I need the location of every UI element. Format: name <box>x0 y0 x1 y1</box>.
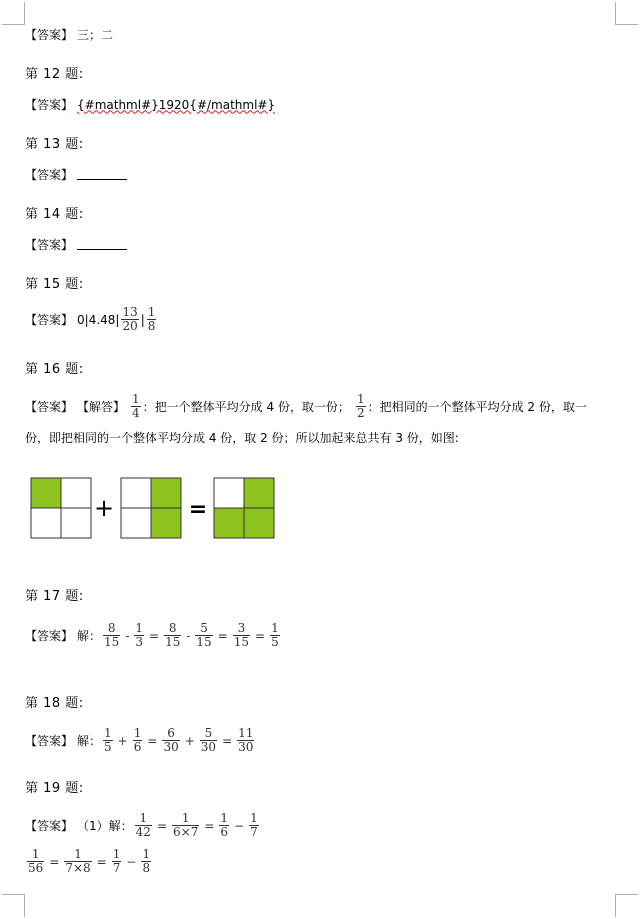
fraction-numerator: 1 <box>147 305 156 319</box>
grid-cell-filled <box>151 478 181 508</box>
operator: + <box>117 733 128 748</box>
q12-answer-line <box>25 96 275 113</box>
solve-label: 解： <box>77 734 102 748</box>
fraction-denominator: 5 <box>104 740 112 754</box>
fraction-denominator: 7 <box>250 825 258 839</box>
q19-equation-2 <box>25 848 153 875</box>
q11-answer: 三；二 <box>77 28 114 42</box>
fraction-numerator: 8 <box>107 621 116 635</box>
fraction-numerator: 1 <box>132 392 140 406</box>
q18-title: 第 18 题: <box>25 696 84 711</box>
grid-cell-empty <box>121 508 151 538</box>
explain-tag: 【解答】 <box>77 400 126 414</box>
q18-equation <box>101 727 256 754</box>
answer-tag: 【答案】 <box>25 98 74 112</box>
grid-one-half <box>121 478 181 538</box>
q15-answer-prefix: 0|4.48| <box>77 312 120 327</box>
q12-title: 第 12 题: <box>25 67 84 82</box>
fraction-denominator: 4 <box>132 406 140 420</box>
q19-title: 第 19 题: <box>25 781 84 796</box>
q17-equation <box>101 622 282 649</box>
fraction <box>270 622 280 649</box>
q14-answer-line <box>25 236 127 253</box>
fraction <box>147 306 157 333</box>
fraction <box>200 727 217 754</box>
fraction-denominator: 6 <box>220 825 229 839</box>
q12-answer: {#mathml#}1920{#/mathml#} <box>77 97 276 112</box>
fraction-denominator: 8 <box>147 319 156 333</box>
fraction-numerator: 1 <box>271 621 279 635</box>
operator: = <box>96 854 107 869</box>
q19-answer-line <box>25 812 261 839</box>
fraction <box>103 622 120 649</box>
fraction-numerator: 3 <box>237 621 246 635</box>
fraction-numerator: 1 <box>142 847 151 861</box>
q17-title: 第 17 题: <box>25 589 84 604</box>
fraction-denominator: 7 <box>112 861 121 875</box>
fraction-denominator: 3 <box>135 635 144 649</box>
fraction-denominator: 15 <box>104 635 120 649</box>
fraction <box>131 393 141 420</box>
q16-text-2: ：把相同的一个整体平均分成 2 份，取一 <box>367 400 587 414</box>
fraction <box>64 848 91 875</box>
fraction <box>103 727 113 754</box>
fraction-numerator: 1 <box>139 811 148 825</box>
answer-blank <box>77 169 127 180</box>
fraction-numerator: 5 <box>204 726 213 740</box>
fraction <box>195 622 212 649</box>
fraction-denominator: 6×7 <box>173 825 199 839</box>
fraction-numerator: 1 <box>181 811 190 825</box>
q18-answer-line <box>25 727 256 754</box>
operator: = <box>222 733 233 748</box>
crop-mark-bottom-right <box>615 894 638 917</box>
fraction-numerator: 1 <box>133 726 142 740</box>
fraction-numerator: 1 <box>104 726 112 740</box>
fraction-denominator: 20 <box>122 319 138 333</box>
fraction-denominator: 2 <box>356 406 365 420</box>
fraction <box>134 622 144 649</box>
solve-label: （1）解： <box>77 819 133 833</box>
grid-cell-empty <box>61 478 91 508</box>
fraction <box>112 848 122 875</box>
fraction-denominator: 15 <box>233 635 250 649</box>
fraction-numerator: 1 <box>356 392 365 406</box>
fraction <box>356 393 366 420</box>
q16-answer-line <box>25 393 587 420</box>
grid-cell-filled <box>214 508 244 538</box>
q14-title: 第 14 题: <box>25 207 84 222</box>
operator: + <box>184 733 195 748</box>
operator: = <box>149 628 160 643</box>
fraction-numerator: 1 <box>74 847 82 861</box>
fraction <box>219 812 229 839</box>
fraction-denominator: 56 <box>28 861 44 875</box>
q15-answer-line <box>25 306 158 333</box>
answer-blank <box>77 239 127 250</box>
grid-cell-filled <box>31 478 61 508</box>
fraction-numerator: 1 <box>112 847 121 861</box>
grid-three-quarters <box>214 478 274 538</box>
grid-one-quarter <box>31 478 91 538</box>
fraction-denominator: 30 <box>163 740 179 754</box>
fraction <box>121 306 138 333</box>
q17-answer-line <box>25 622 282 649</box>
fraction-denominator: 42 <box>135 825 151 839</box>
fraction-numerator: 1 <box>135 621 144 635</box>
plus-sign: + <box>93 494 115 522</box>
answer-tag: 【答案】 <box>25 238 74 252</box>
operator: − <box>126 854 137 869</box>
crop-mark-bottom-left <box>2 894 25 917</box>
fraction-denominator: 30 <box>200 740 217 754</box>
q16-text-3: 份，即把相同的一个整体平均分成 4 份，取 2 份；所以加起来总共有 3 份，如图: <box>25 431 459 445</box>
answer-tag: 【答案】 <box>25 400 74 414</box>
q16-line-2 <box>25 429 459 446</box>
fraction-numerator: 13 <box>122 305 138 319</box>
fraction-numerator: 11 <box>238 726 254 740</box>
answer-tag: 【答案】 <box>25 168 74 182</box>
answer-tag: 【答案】 <box>25 819 74 833</box>
fraction-numerator: 1 <box>220 811 229 825</box>
operator: − <box>234 818 245 833</box>
fraction-numerator: 8 <box>168 621 177 635</box>
fraction <box>237 727 254 754</box>
answer-tag: 【答案】 <box>25 313 74 327</box>
fraction <box>135 812 152 839</box>
crop-mark-top-left <box>2 2 25 25</box>
fraction-denominator: 15 <box>165 635 181 649</box>
grid-cell-empty <box>31 508 61 538</box>
fraction-grid-diagram <box>30 477 280 541</box>
answer-tag: 【答案】 <box>25 734 74 748</box>
fraction <box>27 848 44 875</box>
operator: = <box>204 818 215 833</box>
grid-cell-filled <box>151 508 181 538</box>
fraction <box>172 812 199 839</box>
operator: = <box>217 628 228 643</box>
fraction <box>141 848 151 875</box>
grid-cell-empty <box>214 478 244 508</box>
fraction <box>164 622 181 649</box>
operator: = <box>147 733 158 748</box>
operator: = <box>255 628 266 643</box>
grid-cell-filled <box>244 478 274 508</box>
separator: | <box>140 312 145 327</box>
fraction-denominator: 8 <box>142 861 151 875</box>
fraction-denominator: 7×8 <box>65 861 91 875</box>
grid-cell-filled <box>244 508 274 538</box>
q13-answer-line <box>25 166 127 183</box>
fraction-denominator: 15 <box>196 635 212 649</box>
grid-cell-empty <box>61 508 91 538</box>
answer-tag: 【答案】 <box>25 629 74 643</box>
q16-text-1: ：把一个整体平均分成 4 份，取一份； <box>142 400 350 414</box>
fraction-denominator: 6 <box>133 740 142 754</box>
q19-equation-1 <box>133 812 261 839</box>
operator: = <box>156 818 167 833</box>
q19-answer-line-2 <box>25 848 153 875</box>
q13-title: 第 13 题: <box>25 137 84 152</box>
fraction <box>162 727 179 754</box>
fraction <box>133 727 143 754</box>
q15-title: 第 15 题: <box>25 277 84 292</box>
crop-mark-top-right <box>615 2 638 25</box>
fraction-numerator: 1 <box>250 811 258 825</box>
q16-title: 第 16 题: <box>25 362 84 377</box>
fraction-numerator: 5 <box>200 621 208 635</box>
solve-label: 解： <box>77 629 102 643</box>
q11-answer-line <box>25 26 113 43</box>
fraction-denominator: 5 <box>271 635 279 649</box>
answer-tag: 【答案】 <box>25 28 74 42</box>
equals-sign: = <box>188 497 208 522</box>
fraction <box>233 622 250 649</box>
grid-cell-empty <box>121 478 151 508</box>
operator: - <box>186 628 191 643</box>
fraction-denominator: 30 <box>238 740 254 754</box>
fraction-numerator: 1 <box>31 847 40 861</box>
fraction <box>249 812 259 839</box>
fraction-numerator: 6 <box>167 726 175 740</box>
operator: = <box>49 854 60 869</box>
operator: - <box>125 628 130 643</box>
